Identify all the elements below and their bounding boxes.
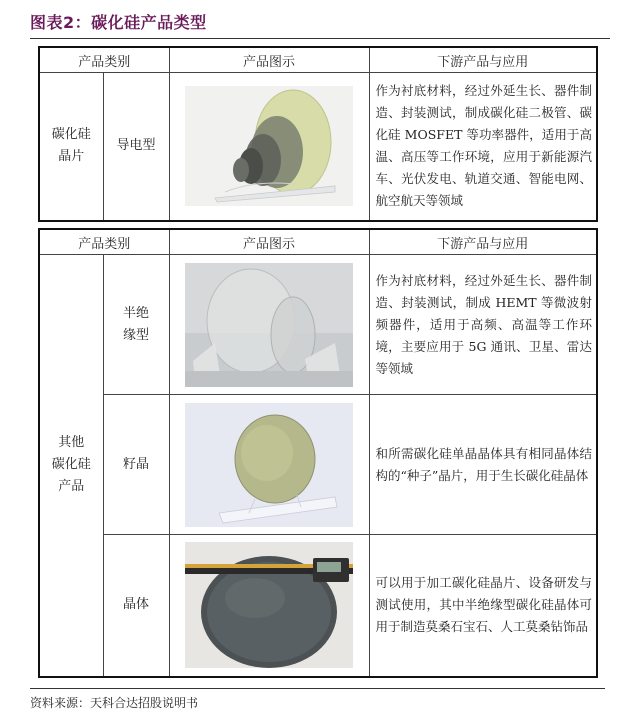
source-divider [30,688,605,689]
table-row [39,395,597,535]
table-other-products [38,228,598,678]
table-row [39,255,597,395]
subtype-label: 晶体 [122,597,149,613]
header-image: 产品图示 [169,229,369,255]
subtype-cell [103,395,169,535]
header-category: 产品类别 [39,47,169,73]
subtype-cell [103,535,169,677]
title-divider [30,38,610,39]
category-cell [39,255,103,677]
image-cell [169,255,369,395]
category-cell [39,73,103,221]
semi-insulating-wafer-photo [185,263,353,387]
header-application: 下游产品与应用 [369,47,597,73]
wafer-stack-photo [185,86,353,206]
header-category: 产品类别 [39,229,169,255]
table-conductive [38,46,598,222]
table-row [39,535,597,677]
crystal-ingot-photo [185,542,353,668]
image-cell [169,395,369,535]
application-cell: 可以用于加工碳化硅晶片、设备研发与测试使用，其中半绝缘型碳化硅晶体可用于制造莫桑石宝石、人工莫桑钻饰品 [369,535,597,677]
application-cell: 和所需碳化硅单晶晶体具有相同晶体结构的“种子”晶片，用于生长碳化硅晶体 [369,395,597,535]
subtype-cell [103,255,169,395]
subtype-label: 半绝 缘型 [122,305,149,343]
figure-title: 图表2：碳化硅产品类型 [30,13,207,32]
table1-header-row [39,47,597,73]
header-image: 产品图示 [169,47,369,73]
image-cell [169,535,369,677]
application-cell: 作为衬底材料，经过外延生长、器件制造、封装测试，制成碳化硅二极管、碳化硅 MOSFET 等功率器件，适用于高温、高压等工作环境，应用于新能源汽车、光伏发电、轨道交通、智能电网、航空航天等领域 [369,73,597,221]
subtype-label: 导电型 [116,138,156,154]
category-label: 其他 碳化硅 产品 [51,435,91,495]
subtype-label: 籽晶 [122,456,149,472]
source-note: 资料来源：天科合达招股说明书 [30,696,199,710]
image-cell [169,73,369,221]
subtype-cell [103,73,169,221]
category-label: 碳化硅 晶片 [51,127,91,165]
seed-crystal-photo [185,403,353,527]
table2-header-row [39,229,597,255]
header-application: 下游产品与应用 [369,229,597,255]
table-row [39,73,597,221]
application-cell: 作为衬底材料，经过外延生长、器件制造、封装测试，制成 HEMT 等微波射频器件，适用于高频、高温等工作环境，主要应用于 5G 通讯、卫星、雷达等领域 [369,255,597,395]
